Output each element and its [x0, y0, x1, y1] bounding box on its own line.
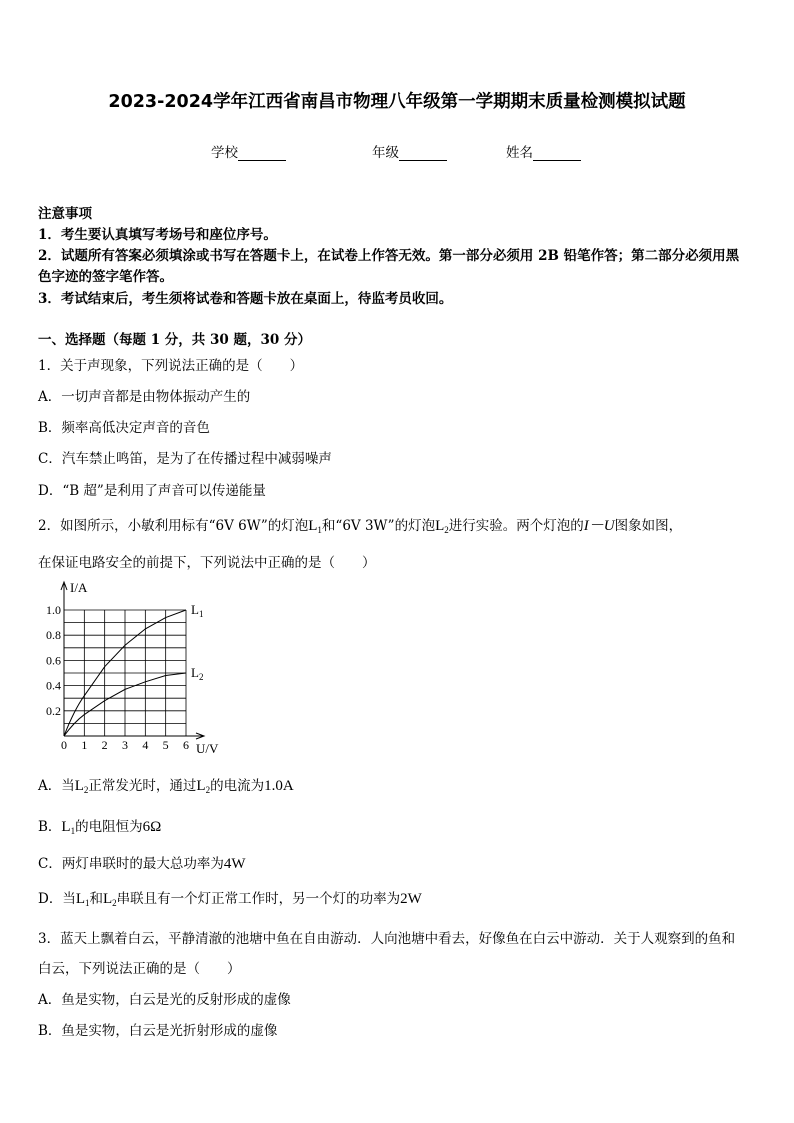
q3-stem-line2: 白云，下列说法正确的是（ ） [38, 961, 241, 977]
q2-stem-line1 [38, 514, 682, 535]
q2-stem-part-a: 2．如图所示，小敏利用标有“6V 6W”的灯泡 [38, 518, 309, 534]
y-tick-label: 0.6 [46, 653, 61, 668]
x-tick-label: 6 [183, 738, 189, 752]
x-tick-label: 1 [81, 738, 88, 752]
x-tick-label: 0 [61, 738, 67, 752]
notes-item-1: 1．考生要认真填写考场号和座位序号。 [38, 227, 277, 243]
series-label-l1: $L_1$ [191, 602, 204, 619]
grade-field [372, 141, 447, 161]
q1-option-d: D．“B 超”是利用了声音可以传递能量 [38, 483, 266, 499]
school-field [211, 141, 286, 161]
section-heading: 一、选择题（每题 1 分，共 30 题，30 分） [38, 332, 311, 348]
x-axis-label: U/V [196, 741, 219, 756]
q2-option-c: C．两灯串联时的最大总功率为4W [38, 856, 246, 872]
q2-iu-label: I－U [583, 518, 615, 534]
school-label: 学校 [211, 145, 238, 161]
x-tick-label: 3 [122, 738, 128, 752]
x-tick-label: 5 [162, 738, 169, 752]
q3-option-a: A．鱼是实物，白云是光的反射形成的虚像 [38, 992, 291, 1008]
q2-stem-part-d: 图象如图， [614, 518, 683, 534]
x-tick-label: 4 [142, 738, 149, 752]
series-label-l2: $L_2$ [191, 665, 204, 682]
q1-option-c: C．汽车禁止鸣笛，是为了在传播过程中减弱噪声 [38, 451, 332, 467]
notes-heading: 注意事项 [38, 206, 92, 222]
name-label: 姓名 [506, 145, 533, 161]
name-field [506, 141, 581, 161]
x-tick-label: 2 [101, 738, 108, 752]
q2-stem-part-c: 进行实验。两个灯泡的 [448, 518, 584, 534]
notes-item-2b: 色字迹的签字笔作答。 [38, 269, 173, 285]
y-axis-label: I/A [70, 580, 88, 595]
q3-option-b: B．鱼是实物，白云是光折射形成的虚像 [38, 1023, 278, 1039]
q2-lamp-l1: $L_1$ [308, 518, 322, 535]
q1-option-b: B．频率高低决定声音的音色 [38, 420, 210, 436]
q2-option-a: A．当$L_2$正常发光时，通过$L_2$的电流为1.0A [38, 778, 294, 795]
q2-option-d: D．当$L_1$和$L_2$串联且有一个灯正常工作时，另一个灯的功率为2W [38, 891, 422, 908]
y-tick-label: 0.8 [46, 628, 61, 643]
q2-stem-line2: 在保证电路安全的前提下，下列说法中正确的是（ ） [38, 555, 376, 571]
y-tick-label: 0.4 [46, 678, 61, 693]
grade-blank [399, 146, 447, 161]
notes-item-2a: 2．试题所有答案必须填涂或书写在答题卡上，在试卷上作答无效。第一部分必须用 2B 铅笔作答；第二部分必须用黑 [38, 248, 740, 264]
y-tick-label: 0.2 [46, 703, 61, 718]
q2-lamp-l2: $L_2$ [435, 518, 449, 535]
q3-stem-line1: 3．蓝天上飘着白云，平静清澈的池塘中鱼在自由游动．人向池塘中看去，好像鱼在白云中游动．关于人观察到的鱼和 [38, 931, 736, 947]
school-blank [238, 146, 286, 161]
name-blank [533, 146, 581, 161]
iu-chart [30, 576, 230, 758]
q2-stem-part-b: 和“6V 3W”的灯泡 [321, 518, 436, 534]
y-tick-label: 1.0 [46, 603, 61, 617]
q1-stem: 1．关于声现象，下列说法正确的是（ ） [38, 358, 304, 374]
q1-option-a: A．一切声音都是由物体振动产生的 [38, 389, 251, 405]
page-title: 2023-2024学年江西省南昌市物理八年级第一学期期末质量检测模拟试题 [108, 92, 686, 112]
grade-label: 年级 [372, 145, 399, 161]
notes-item-3: 3．考试结束后，考生须将试卷和答题卡放在桌面上，待监考员收回。 [38, 291, 453, 307]
q2-option-b: B．$L_1$的电阻恒为6Ω [38, 819, 162, 836]
